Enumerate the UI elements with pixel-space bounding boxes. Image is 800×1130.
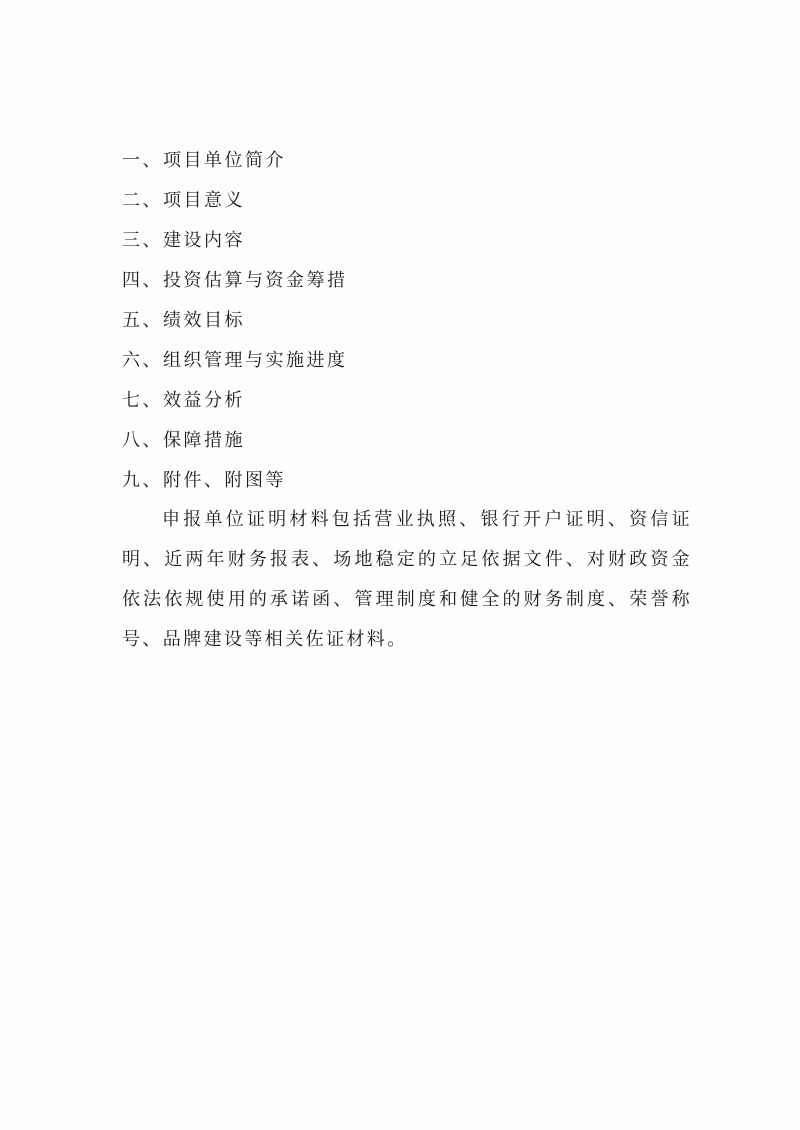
supporting-materials-paragraph: 申报单位证明材料包括营业执照、银行开户证明、资信证明、近两年财务报表、场地稳定的立足依据文件、对财政资金依法依规使用的承诺函、管理制度和健全的财务制度、荣誉称号、品牌建设等相关佐证材料。 [122,509,692,650]
outline-item-5: 五、绩效目标 [122,310,245,331]
outline-item-8: 八、保障措施 [122,430,245,451]
outline-item-1: 一、项目单位简介 [122,150,286,171]
outline-item-7: 七、效益分析 [122,390,245,411]
outline-item-4: 四、投资估算与资金筹措 [122,270,348,291]
outline-item-6: 六、组织管理与实施进度 [122,350,348,371]
outline-item-9: 九、附件、附图等 [122,470,286,491]
section-outline-list [122,141,348,501]
outline-item-3: 三、建设内容 [122,230,245,251]
outline-item-2: 二、项目意义 [122,190,245,211]
